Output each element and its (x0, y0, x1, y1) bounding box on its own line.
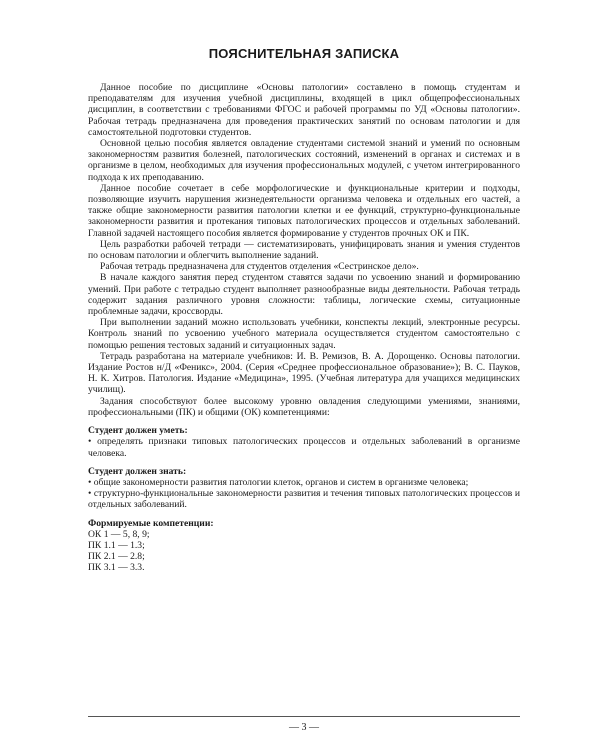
paragraph: При выполнении заданий можно использовать учебники, конспекты лекций, электронные ресурсы. Контроль знаний по усвоению учебного материала осуществляется студентом самостоятельно с помощью решения тестовых заданий и ситуационных задач. (88, 317, 520, 351)
competencies-heading: Формируемые компетенции: (88, 517, 214, 529)
competency-item: ОК 1 — 5, 8, 9; (88, 528, 150, 540)
document-page (88, 0, 520, 750)
paragraph: В начале каждого занятия перед студентом ставятся задачи по усвоению знаний и формированию умений. При работе с тетрадью студент выполняет разнообразные виды деятельности. Рабочая тетрадь содержит задания различного уровня сложности: таблицы, логические схемы, ситуационные проблемные задачи, кроссворды. (88, 272, 520, 318)
paragraph: Тетрадь разработана на материале учебников: И. В. Ремизов, В. А. Дорощенко. Основы патологии. Издание Ростов н/Д «Феникс», 2004. (Серия «Среднее профессиональное образование»); В. С. Пауков, Н. К. Хитров. Патология. Издание «Медицина», 1995. (Учебная литература для учащихся медицинских училищ). (88, 350, 520, 396)
knowledge-item: • структурно-функциональные закономерности развития и течения типовых патологических процессов и отдельных заболеваний. (88, 488, 520, 511)
competency-item: ПК 1.1 — 1.3; (88, 539, 145, 551)
paragraph: Основной целью пособия является овладение студентами системой знаний и умений по основным закономерностям развития болезней, патологических состояний, изменений в органах и системах и в организме в целом, необходимых для изучения профессиональных модулей, с учетом интегрированного подхода к их преподаванию. (88, 138, 520, 183)
competency-item: ПК 2.1 — 2.8; (88, 551, 145, 563)
paragraph: Рабочая тетрадь предназначена для студентов отделения «Сестринское дело». (100, 261, 419, 273)
page-number: — 3 — (289, 722, 319, 733)
skills-item: • определять признаки типовых патологических процессов и отдельных заболеваний в организме человека. (88, 436, 520, 459)
explanatory-note-body (88, 82, 520, 574)
footer-divider (88, 716, 520, 717)
paragraph: Задания способствуют более высокому уровню овладения следующими умениями, знаниями, профессиональными (ПК) и общими (ОК) компетенциями: (88, 395, 520, 418)
page-title: ПОЯСНИТЕЛЬНАЯ ЗАПИСКА (208, 46, 400, 61)
skills-heading: Студент должен уметь: (88, 425, 188, 437)
paragraph: Данное пособие сочетает в себе морфологические и функциональные критерии и подходы, позволяющие изучить нарушения жизнедеятельности организма человека и отдельных его частей, а также общие закономерности развития патологии клетки и ее функций, структурно-функциональные закономерности развития и протекания типовых патологических процессов и отдельных заболеваний. Главной задачей настоящего пособия является формирование у студентов прочных ОК и ПК. (88, 182, 520, 239)
paragraph: Данное пособие по дисциплине «Основы патологии» составлено в помощь студентам и преподавателям для изучения учебной дисциплины, входящей в цикл общепрофессиональных дисциплин, в соответствии с требованиями ФГОС и рабочей программы по УД «Основы патологии». Рабочая тетрадь предназначена для проведения практических занятий по основам патологии и для самостоятельной подготовки студентов. (88, 82, 520, 138)
competency-item: ПК 3.1 — 3.3. (88, 562, 145, 574)
paragraph: Цель разработки рабочей тетради — систематизировать, унифицировать знания и умения студентов по основам патологии и облегчить выполнение заданий. (88, 238, 520, 262)
knowledge-heading: Студент должен знать: (88, 465, 187, 477)
knowledge-item: • общие закономерности развития патологии клеток, органов и систем в организме человека; (88, 476, 469, 488)
